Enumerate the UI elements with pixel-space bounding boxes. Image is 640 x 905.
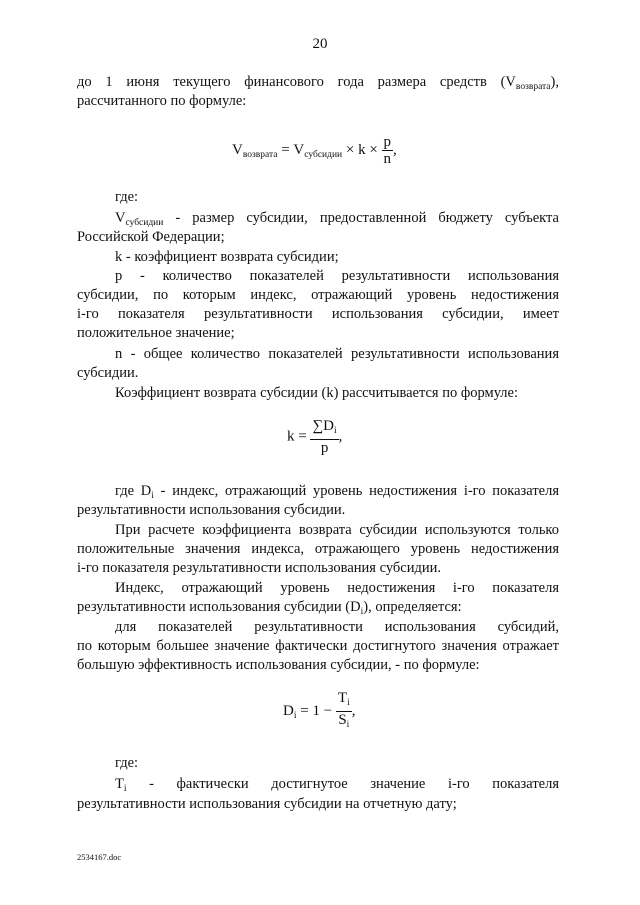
index-line-1: Индекс, отражающий уровень недостижения i-го показателя [115, 580, 559, 596]
document-footer: 2534167.doc [77, 852, 122, 862]
fraction-t-over-s: $\frac{T_i}{S_i}$ [337, 690, 350, 730]
def-n-line-1: n - общее количество показателей результативности использования [115, 346, 559, 362]
calc-line-2: положительные значения индекса, отражающего уровень недостижения [77, 541, 559, 557]
def-p-line-2: субсидии, по которым индекс, отражающий уровень недостижения [77, 287, 559, 303]
formula-index: $D_i = 1$ − $\frac{T_i}{S_i}$ , [283, 690, 355, 733]
def-v-line-2: Российской Федерации; [77, 229, 225, 245]
index-line-2: результативности использования субсидии $(D_i)$, определяется: [77, 599, 462, 617]
for-indicators-line-1: для показателей результативности использования субсидий, [115, 619, 559, 635]
calc-line-3: i-го показателя результативности использования субсидии. [77, 560, 441, 576]
formula-return-amount: $V_{возврата} = V_{субсидии} \times k$ × $\frac{p}{n}$ , [232, 134, 397, 167]
where-label-1: где: [115, 189, 139, 205]
def-k: k - коэффициент возврата субсидии; [115, 249, 339, 265]
where-label-2: где: [115, 755, 139, 771]
formula-coefficient: k = $\frac{\sum D_i}{p}$ , [287, 418, 343, 456]
calc-line-1: При расчете коэффициента возврата субсидии используются только [115, 522, 559, 538]
for-indicators-line-3: большую эффективность использования субсидии, - по формуле: [77, 657, 480, 673]
for-indicators-line-2: по которым большее значение фактически достигнутого значения отражает [77, 638, 559, 654]
page-number: 20 [312, 36, 328, 52]
def-t-line-1: $T_i$ - фактически достигнутое значение i-го показателя [115, 776, 559, 794]
intro-line-1: до 1 июня текущего финансового года размера средств $(V_{возврата})$, [77, 74, 559, 92]
where-d-line-1: где $D_i$ - индекс, отражающий уровень недостижения i-го показателя [115, 483, 559, 501]
def-v-line-1: $V_{субсидии}$ - размер субсидии, предоставленной бюджету субъекта [115, 210, 559, 228]
fraction-sum-d-over-p: $\frac{\sum D_i}{p}$ [312, 418, 337, 456]
def-t-line-2: результативности использования субсидии на отчетную дату; [77, 796, 457, 812]
def-p-line-3: i-го показателя результативности использования субсидии, имеет [77, 306, 559, 322]
coefficient-intro: Коэффициент возврата субсидии (k) рассчитывается по формуле: [115, 385, 519, 401]
def-n-line-2: субсидии. [77, 365, 139, 381]
where-d-line-2: результативности использования субсидии. [77, 502, 346, 518]
def-p-line-1: p - количество показателей результативности использования [115, 268, 559, 284]
fraction-p-over-n: $\frac{p}{n}$ [383, 134, 392, 167]
def-p-line-4: положительное значение; [77, 325, 235, 341]
intro-line-2: рассчитанного по формуле: [77, 93, 247, 109]
